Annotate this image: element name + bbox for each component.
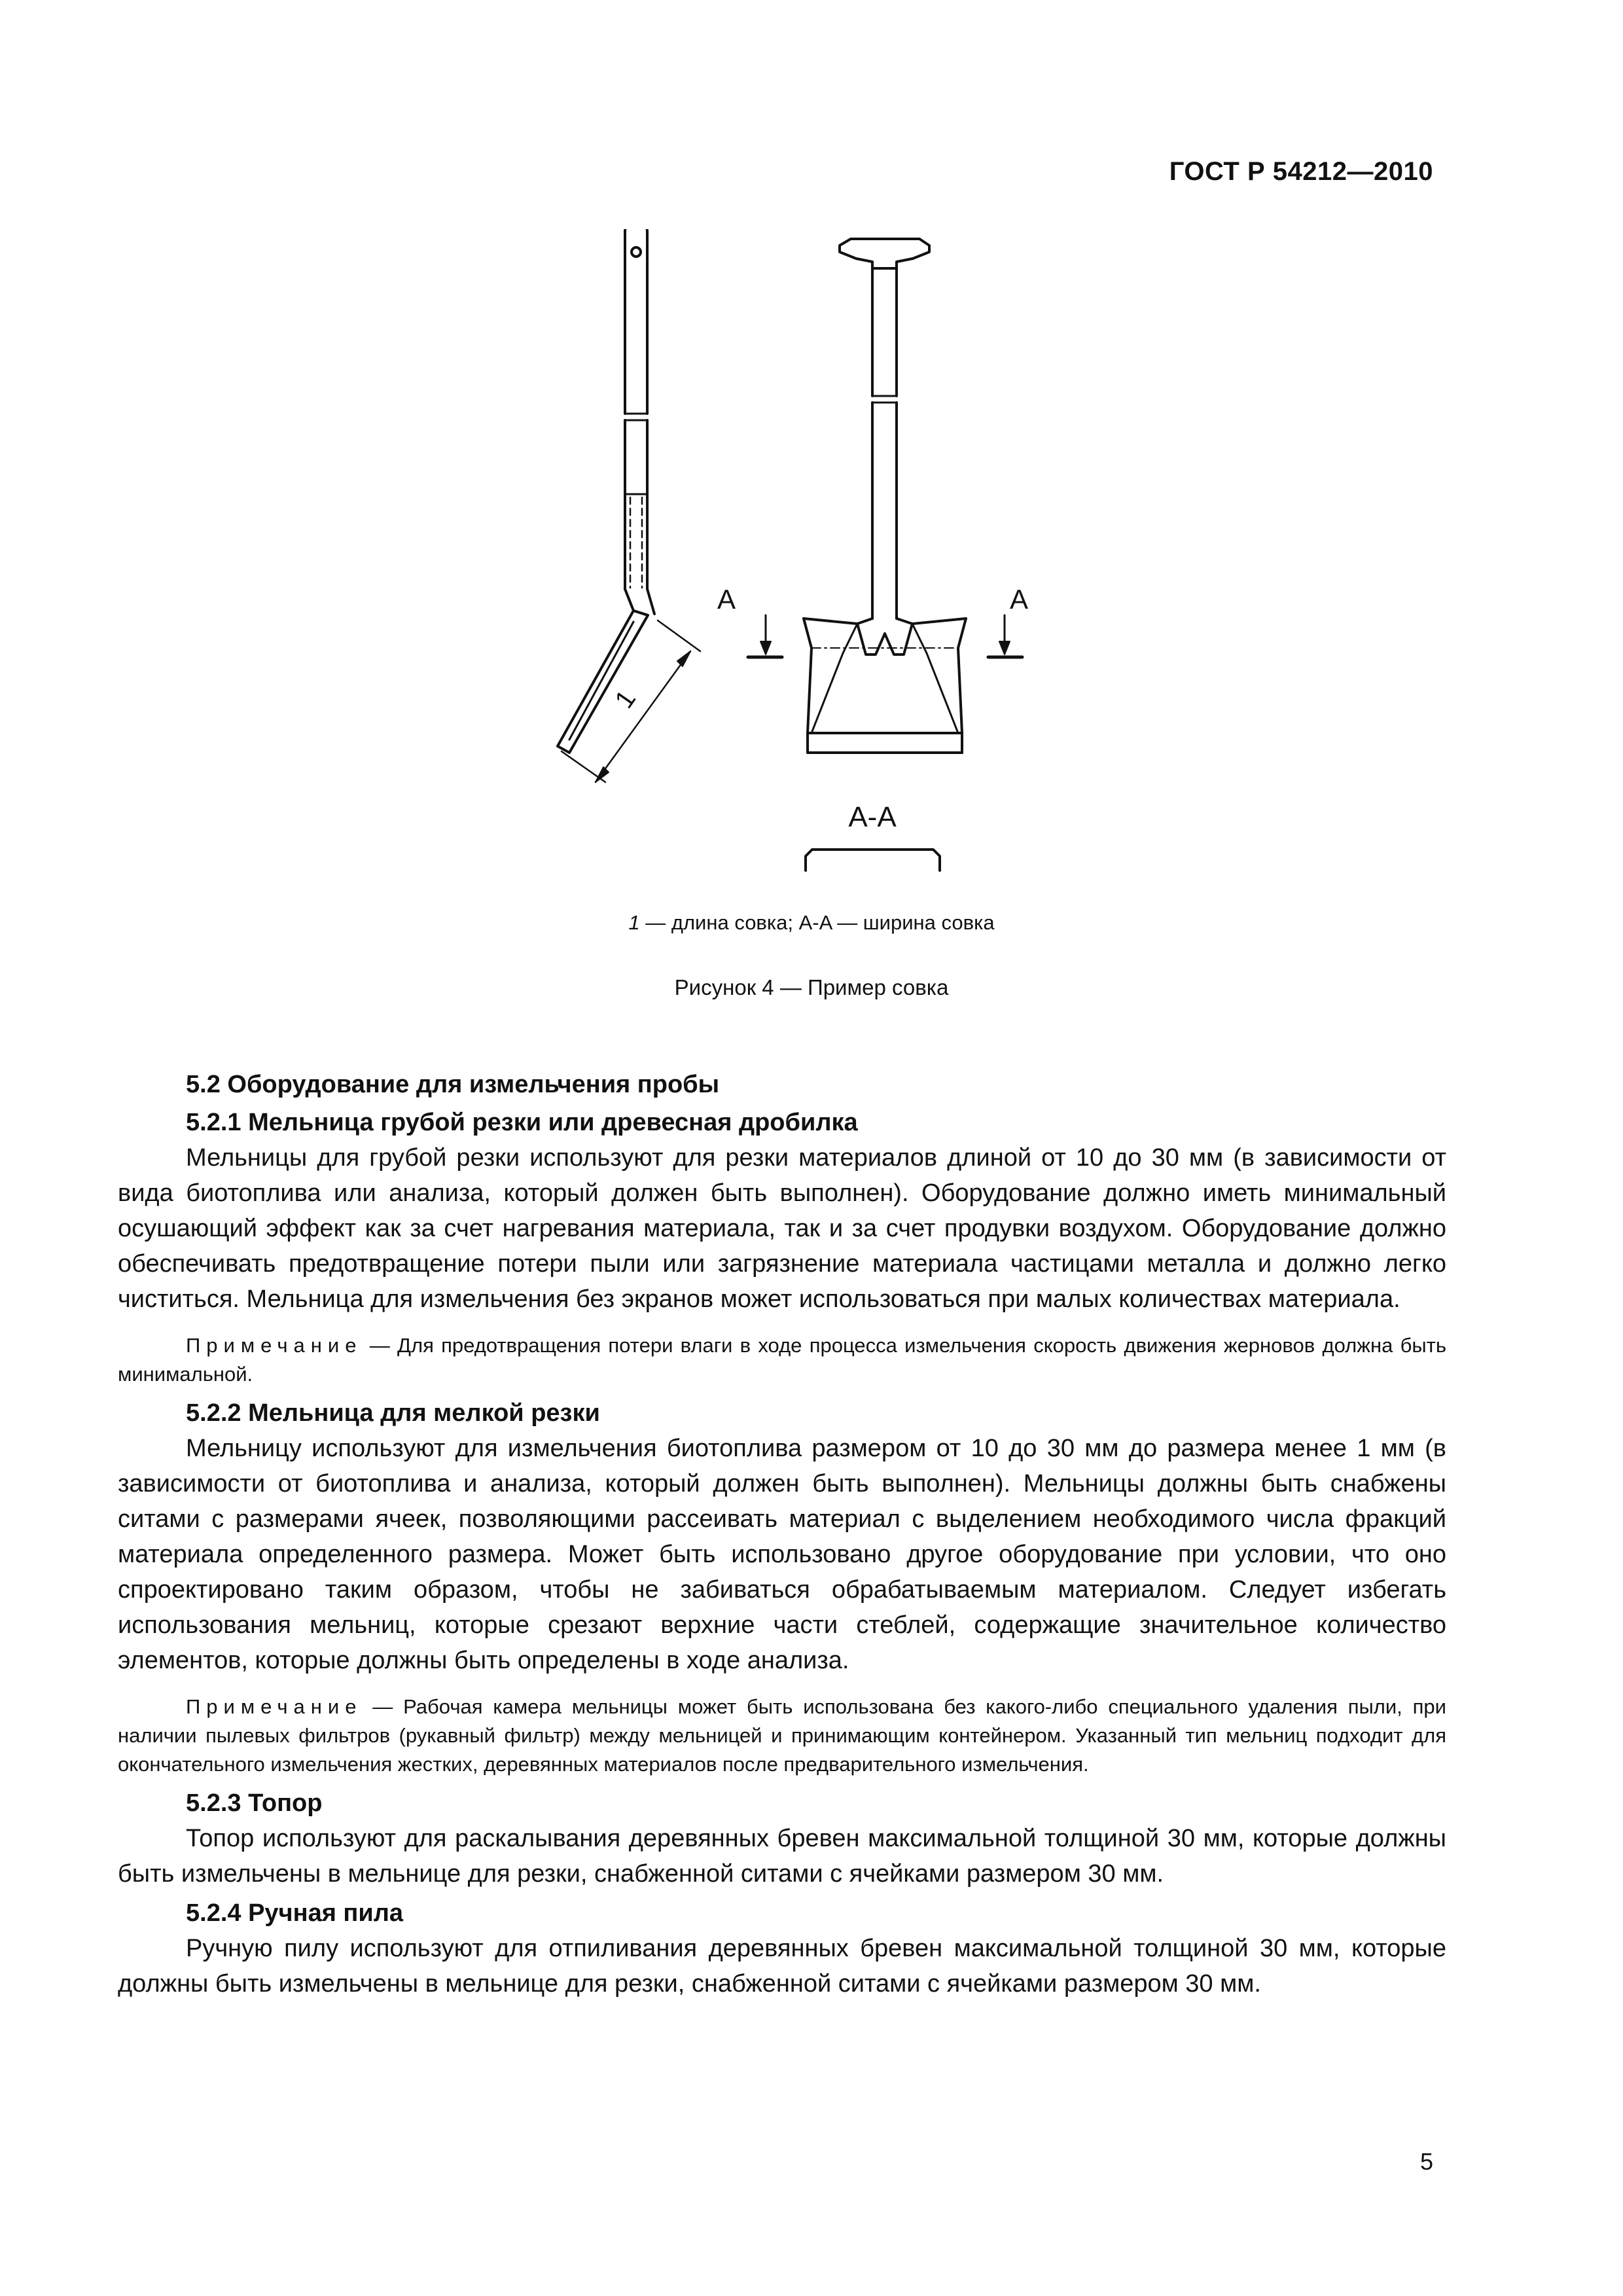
label-dimension-1: 1 bbox=[609, 685, 642, 714]
paragraph-5-2-2: Мельницу используют для измельчения биотоплива размером от 10 до 30 мм до размера менее 1 мм (в зависимости от биотоплива и анализа, который должен быть выполнен). Мельницы должны быть снабжены ситами с размерами ячеек, позволяющими рассеивать материал с выделением необходимого числа фракций материала определенного размера. Может быть использовано другое оборудование при условии, что оно спроектировано таким образом, чтобы не забиваться обрабатываемым материалом. Следует избегать использования мельниц, которые срезают верхние части стеблей, содержащие значительное количество элементов, которые должны быть определены в ходе анализа. bbox=[118, 1435, 1446, 1674]
legend-number: 1 bbox=[628, 911, 640, 934]
paragraph-5-2-4: Ручную пилу используют для отпиливания деревянных бревен максимальной толщиной 30 мм, которые должны быть измельчены в мельнице для резки, снабженной ситами с ячейками размером 30 мм. bbox=[118, 1935, 1446, 1998]
figure-legend bbox=[0, 911, 1623, 935]
note-label: Примечание bbox=[186, 1695, 363, 1718]
document-code-header: ГОСТ Р 54212—2010 bbox=[1169, 157, 1433, 186]
note-text: — Для предотвращения потери влаги в ходе процесса измельчения скорость движения жерновов должна быть минимальной. bbox=[118, 1334, 1446, 1386]
document-body bbox=[118, 1067, 1446, 2001]
heading-5-2-1: 5.2.1 Мельница грубой резки или древесная дробилка bbox=[186, 1109, 858, 1136]
legend-text: — длина совка; A-A — ширина совка bbox=[639, 911, 995, 934]
label-a-left: A bbox=[717, 584, 736, 615]
note-5-2-2 bbox=[118, 1693, 1446, 1779]
note-text: — Рабочая камера мельницы может быть использована без какого-либо специального удаления пыли, при наличии пылевых фильтров (рукавный фильтр) между мельницей и принимающим контейнером. Указанный тип мельниц подходит для окончательного измельчения жестких, деревянных материалов после предварительного измельчения. bbox=[118, 1695, 1446, 1776]
heading-5-2: 5.2 Оборудование для измельчения пробы bbox=[186, 1071, 720, 1098]
heading-5-2-2: 5.2.2 Мельница для мелкой резки bbox=[186, 1399, 600, 1427]
heading-5-2-3: 5.2.3 Топор bbox=[186, 1789, 323, 1817]
page-number: 5 bbox=[1419, 2148, 1433, 2175]
heading-5-2-4: 5.2.4 Ручная пила bbox=[186, 1899, 404, 1927]
label-section-aa: A-A bbox=[848, 801, 897, 833]
figure-caption: Рисунок 4 — Пример совка bbox=[674, 975, 949, 999]
note-label: Примечание bbox=[186, 1334, 363, 1357]
scoop-front-view bbox=[748, 239, 1022, 870]
note-5-2-1 bbox=[118, 1331, 1446, 1389]
paragraph-5-2-1: Мельницы для грубой резки используют для резки материалов длиной от 10 до 30 мм (в зависимости от вида биотоплива или анализа, который должен быть выполнен). Оборудование должно иметь минимальный осушающий эффект как за счет нагревания материала, так и за счет продувки воздухом. Оборудование должно обеспечивать предотвращение потери пыли или загрязнение материала частицами металла и должно легко чиститься. Мельница для измельчения без экранов может использоваться при малых количествах материала. bbox=[118, 1144, 1446, 1313]
paragraph-5-2-3: Топор используют для раскалывания деревянных бревен максимальной толщиной 30 мм, которые должны быть измельчены в мельнице для резки, снабженной ситами с ячейками размером 30 мм. bbox=[118, 1825, 1446, 1888]
figure-scoop bbox=[0, 229, 1623, 884]
label-a-right: A bbox=[1010, 584, 1029, 615]
scoop-drawing bbox=[0, 229, 1623, 884]
